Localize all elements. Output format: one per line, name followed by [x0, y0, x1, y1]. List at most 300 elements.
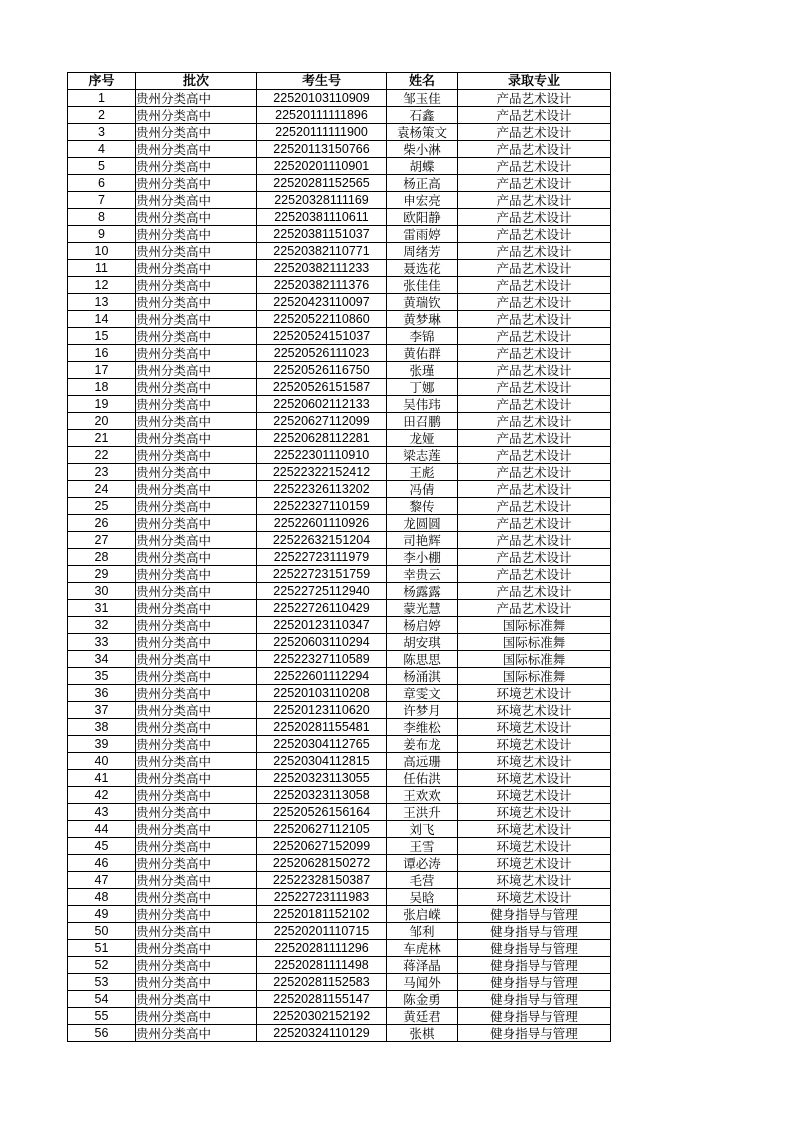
- cell-exam-number: 22520304112815: [257, 753, 387, 770]
- cell-batch: 贵州分类高中: [136, 532, 257, 549]
- cell-exam-number: 22520123110620: [257, 702, 387, 719]
- cell-major: 产品艺术设计: [458, 481, 611, 498]
- table-row: [68, 566, 611, 583]
- cell-exam-number: 22520201110901: [257, 158, 387, 175]
- cell-name: 毛营: [387, 872, 458, 889]
- cell-name: 欧阳静: [387, 209, 458, 226]
- cell-batch: 贵州分类高中: [136, 90, 257, 107]
- cell-exam-number: 22520281111296: [257, 940, 387, 957]
- cell-exam-number: 22520627152099: [257, 838, 387, 855]
- admission-table: [67, 72, 611, 1042]
- cell-major: 产品艺术设计: [458, 566, 611, 583]
- cell-exam-number: 22520123110347: [257, 617, 387, 634]
- table-row: [68, 158, 611, 175]
- cell-name: 张棋: [387, 1025, 458, 1042]
- cell-seq: 24: [68, 481, 136, 498]
- cell-exam-number: 22522726110429: [257, 600, 387, 617]
- table-row: [68, 770, 611, 787]
- cell-exam-number: 22520302152192: [257, 1008, 387, 1025]
- cell-major: 产品艺术设计: [458, 498, 611, 515]
- cell-name: 刘飞: [387, 821, 458, 838]
- cell-name: 陈金勇: [387, 991, 458, 1008]
- cell-major: 国际标准舞: [458, 634, 611, 651]
- cell-name: 杨启婷: [387, 617, 458, 634]
- cell-batch: 贵州分类高中: [136, 260, 257, 277]
- cell-seq: 30: [68, 583, 136, 600]
- table-row: [68, 107, 611, 124]
- cell-name: 袁杨策文: [387, 124, 458, 141]
- cell-seq: 47: [68, 872, 136, 889]
- table-row: [68, 1025, 611, 1042]
- cell-major: 产品艺术设计: [458, 260, 611, 277]
- table-row: [68, 277, 611, 294]
- cell-major: 健身指导与管理: [458, 940, 611, 957]
- cell-major: 产品艺术设计: [458, 379, 611, 396]
- cell-major: 产品艺术设计: [458, 515, 611, 532]
- cell-seq: 48: [68, 889, 136, 906]
- cell-batch: 贵州分类高中: [136, 515, 257, 532]
- cell-seq: 49: [68, 906, 136, 923]
- cell-batch: 贵州分类高中: [136, 226, 257, 243]
- table-row: [68, 447, 611, 464]
- cell-seq: 25: [68, 498, 136, 515]
- cell-seq: 39: [68, 736, 136, 753]
- table-row: [68, 668, 611, 685]
- cell-seq: 14: [68, 311, 136, 328]
- cell-name: 杨露露: [387, 583, 458, 600]
- cell-exam-number: 22522723151759: [257, 566, 387, 583]
- cell-major: 环境艺术设计: [458, 685, 611, 702]
- cell-seq: 35: [68, 668, 136, 685]
- cell-exam-number: 22520113150766: [257, 141, 387, 158]
- cell-exam-number: 22520103110909: [257, 90, 387, 107]
- table-row: [68, 464, 611, 481]
- cell-major: 环境艺术设计: [458, 821, 611, 838]
- cell-seq: 8: [68, 209, 136, 226]
- cell-name: 黄佑群: [387, 345, 458, 362]
- cell-seq: 6: [68, 175, 136, 192]
- cell-exam-number: 22520381151037: [257, 226, 387, 243]
- cell-batch: 贵州分类高中: [136, 209, 257, 226]
- cell-exam-number: 22520526151587: [257, 379, 387, 396]
- cell-name: 王雪: [387, 838, 458, 855]
- table-row: [68, 991, 611, 1008]
- cell-exam-number: 22520382110771: [257, 243, 387, 260]
- cell-name: 张瑾: [387, 362, 458, 379]
- cell-name: 姜布龙: [387, 736, 458, 753]
- cell-name: 王洪升: [387, 804, 458, 821]
- cell-batch: 贵州分类高中: [136, 175, 257, 192]
- cell-exam-number: 22520281152583: [257, 974, 387, 991]
- cell-major: 产品艺术设计: [458, 158, 611, 175]
- table-row: [68, 345, 611, 362]
- cell-exam-number: 22520328111169: [257, 192, 387, 209]
- cell-exam-number: 22520281111498: [257, 957, 387, 974]
- table-row: [68, 753, 611, 770]
- cell-name: 张佳佳: [387, 277, 458, 294]
- cell-batch: 贵州分类高中: [136, 617, 257, 634]
- cell-name: 张启嵘: [387, 906, 458, 923]
- cell-exam-number: 22520603110294: [257, 634, 387, 651]
- table-row: [68, 1008, 611, 1025]
- cell-seq: 17: [68, 362, 136, 379]
- cell-major: 健身指导与管理: [458, 906, 611, 923]
- cell-major: 环境艺术设计: [458, 719, 611, 736]
- cell-batch: 贵州分类高中: [136, 362, 257, 379]
- cell-seq: 52: [68, 957, 136, 974]
- cell-batch: 贵州分类高中: [136, 770, 257, 787]
- cell-batch: 贵州分类高中: [136, 872, 257, 889]
- cell-batch: 贵州分类高中: [136, 498, 257, 515]
- cell-name: 李维松: [387, 719, 458, 736]
- cell-major: 产品艺术设计: [458, 124, 611, 141]
- cell-major: 健身指导与管理: [458, 1025, 611, 1042]
- cell-seq: 33: [68, 634, 136, 651]
- cell-major: 环境艺术设计: [458, 804, 611, 821]
- cell-name: 谭必涛: [387, 855, 458, 872]
- cell-major: 健身指导与管理: [458, 991, 611, 1008]
- cell-exam-number: 22522723111983: [257, 889, 387, 906]
- cell-name: 梁志莲: [387, 447, 458, 464]
- cell-exam-number: 22522327110589: [257, 651, 387, 668]
- cell-name: 王欢欢: [387, 787, 458, 804]
- cell-major: 环境艺术设计: [458, 838, 611, 855]
- table-row: [68, 209, 611, 226]
- cell-exam-number: 22520423110097: [257, 294, 387, 311]
- cell-name: 蒋泽晶: [387, 957, 458, 974]
- cell-major: 产品艺术设计: [458, 464, 611, 481]
- cell-name: 杨涌淇: [387, 668, 458, 685]
- cell-seq: 4: [68, 141, 136, 158]
- cell-exam-number: 22520324110129: [257, 1025, 387, 1042]
- cell-name: 胡蝶: [387, 158, 458, 175]
- cell-seq: 20: [68, 413, 136, 430]
- cell-exam-number: 22520522110860: [257, 311, 387, 328]
- cell-batch: 贵州分类高中: [136, 702, 257, 719]
- cell-major: 产品艺术设计: [458, 277, 611, 294]
- cell-major: 产品艺术设计: [458, 294, 611, 311]
- cell-batch: 贵州分类高中: [136, 141, 257, 158]
- cell-exam-number: 22520281152565: [257, 175, 387, 192]
- cell-seq: 12: [68, 277, 136, 294]
- cell-exam-number: 22520323113058: [257, 787, 387, 804]
- cell-batch: 贵州分类高中: [136, 158, 257, 175]
- cell-batch: 贵州分类高中: [136, 940, 257, 957]
- cell-seq: 11: [68, 260, 136, 277]
- cell-exam-number: 22520526111023: [257, 345, 387, 362]
- cell-exam-number: 22522632151204: [257, 532, 387, 549]
- table-row: [68, 328, 611, 345]
- cell-seq: 29: [68, 566, 136, 583]
- table-row: [68, 141, 611, 158]
- cell-exam-number: 22520103110208: [257, 685, 387, 702]
- cell-name: 司艳辉: [387, 532, 458, 549]
- table-row: [68, 124, 611, 141]
- cell-exam-number: 22522326113202: [257, 481, 387, 498]
- cell-name: 黄瑞钦: [387, 294, 458, 311]
- cell-exam-number: 22522601112294: [257, 668, 387, 685]
- table-row: [68, 923, 611, 940]
- cell-name: 聂选花: [387, 260, 458, 277]
- cell-exam-number: 22520281155147: [257, 991, 387, 1008]
- cell-exam-number: 22520181152102: [257, 906, 387, 923]
- cell-seq: 1: [68, 90, 136, 107]
- cell-seq: 26: [68, 515, 136, 532]
- cell-batch: 贵州分类高中: [136, 413, 257, 430]
- cell-major: 产品艺术设计: [458, 226, 611, 243]
- cell-batch: 贵州分类高中: [136, 804, 257, 821]
- table-body: [68, 90, 611, 1042]
- table-row: [68, 872, 611, 889]
- cell-exam-number: 22520111111896: [257, 107, 387, 124]
- table-row: [68, 651, 611, 668]
- cell-name: 章雯文: [387, 685, 458, 702]
- cell-major: 产品艺术设计: [458, 447, 611, 464]
- cell-major: 产品艺术设计: [458, 413, 611, 430]
- cell-batch: 贵州分类高中: [136, 838, 257, 855]
- cell-batch: 贵州分类高中: [136, 294, 257, 311]
- cell-major: 健身指导与管理: [458, 974, 611, 991]
- cell-name: 田召鹏: [387, 413, 458, 430]
- header-batch: 批次: [136, 73, 257, 90]
- table-row: [68, 515, 611, 532]
- cell-name: 陈思思: [387, 651, 458, 668]
- cell-batch: 贵州分类高中: [136, 889, 257, 906]
- cell-name: 冯倩: [387, 481, 458, 498]
- cell-exam-number: 22520323113055: [257, 770, 387, 787]
- table-row: [68, 498, 611, 515]
- cell-seq: 41: [68, 770, 136, 787]
- cell-major: 环境艺术设计: [458, 889, 611, 906]
- table-row: [68, 583, 611, 600]
- cell-name: 石鑫: [387, 107, 458, 124]
- cell-seq: 38: [68, 719, 136, 736]
- cell-name: 柴小淋: [387, 141, 458, 158]
- cell-major: 产品艺术设计: [458, 90, 611, 107]
- cell-seq: 16: [68, 345, 136, 362]
- cell-major: 产品艺术设计: [458, 600, 611, 617]
- table-row: [68, 906, 611, 923]
- header-major: 录取专业: [458, 73, 611, 90]
- table-row: [68, 396, 611, 413]
- table-row: [68, 634, 611, 651]
- cell-batch: 贵州分类高中: [136, 923, 257, 940]
- cell-seq: 42: [68, 787, 136, 804]
- cell-name: 邹利: [387, 923, 458, 940]
- cell-batch: 贵州分类高中: [136, 345, 257, 362]
- header-seq: 序号: [68, 73, 136, 90]
- cell-exam-number: 22520628112281: [257, 430, 387, 447]
- cell-exam-number: 22520526156164: [257, 804, 387, 821]
- cell-seq: 7: [68, 192, 136, 209]
- cell-name: 雷雨婷: [387, 226, 458, 243]
- cell-seq: 51: [68, 940, 136, 957]
- cell-exam-number: 22520627112099: [257, 413, 387, 430]
- cell-major: 环境艺术设计: [458, 702, 611, 719]
- cell-batch: 贵州分类高中: [136, 855, 257, 872]
- cell-exam-number: 22520524151037: [257, 328, 387, 345]
- cell-batch: 贵州分类高中: [136, 277, 257, 294]
- cell-exam-number: 22522328150387: [257, 872, 387, 889]
- table-row: [68, 379, 611, 396]
- cell-seq: 21: [68, 430, 136, 447]
- cell-seq: 45: [68, 838, 136, 855]
- cell-batch: 贵州分类高中: [136, 1008, 257, 1025]
- cell-major: 环境艺术设计: [458, 770, 611, 787]
- cell-batch: 贵州分类高中: [136, 974, 257, 991]
- cell-batch: 贵州分类高中: [136, 991, 257, 1008]
- cell-major: 国际标准舞: [458, 651, 611, 668]
- table-row: [68, 736, 611, 753]
- table-row: [68, 617, 611, 634]
- cell-batch: 贵州分类高中: [136, 447, 257, 464]
- cell-batch: 贵州分类高中: [136, 906, 257, 923]
- cell-batch: 贵州分类高中: [136, 549, 257, 566]
- cell-exam-number: 22520602112133: [257, 396, 387, 413]
- table-row: [68, 192, 611, 209]
- cell-seq: 23: [68, 464, 136, 481]
- cell-seq: 32: [68, 617, 136, 634]
- cell-seq: 28: [68, 549, 136, 566]
- cell-batch: 贵州分类高中: [136, 651, 257, 668]
- cell-major: 环境艺术设计: [458, 855, 611, 872]
- cell-seq: 5: [68, 158, 136, 175]
- cell-batch: 贵州分类高中: [136, 566, 257, 583]
- cell-seq: 44: [68, 821, 136, 838]
- cell-major: 国际标准舞: [458, 668, 611, 685]
- cell-seq: 31: [68, 600, 136, 617]
- cell-batch: 贵州分类高中: [136, 821, 257, 838]
- cell-batch: 贵州分类高中: [136, 396, 257, 413]
- cell-seq: 36: [68, 685, 136, 702]
- cell-batch: 贵州分类高中: [136, 124, 257, 141]
- cell-name: 高远珊: [387, 753, 458, 770]
- table-row: [68, 889, 611, 906]
- table-row: [68, 821, 611, 838]
- cell-name: 许梦月: [387, 702, 458, 719]
- cell-batch: 贵州分类高中: [136, 668, 257, 685]
- cell-batch: 贵州分类高中: [136, 719, 257, 736]
- cell-name: 周绪芳: [387, 243, 458, 260]
- cell-seq: 27: [68, 532, 136, 549]
- table-row: [68, 600, 611, 617]
- cell-major: 产品艺术设计: [458, 209, 611, 226]
- cell-seq: 18: [68, 379, 136, 396]
- cell-batch: 贵州分类高中: [136, 957, 257, 974]
- cell-name: 申宏亮: [387, 192, 458, 209]
- cell-exam-number: 22522327110159: [257, 498, 387, 515]
- table-row: [68, 804, 611, 821]
- cell-exam-number: 22520382111233: [257, 260, 387, 277]
- cell-name: 龙圆圆: [387, 515, 458, 532]
- table-header-row: [68, 73, 611, 90]
- cell-name: 幸贵云: [387, 566, 458, 583]
- cell-major: 产品艺术设计: [458, 396, 611, 413]
- cell-major: 环境艺术设计: [458, 787, 611, 804]
- table-row: [68, 294, 611, 311]
- cell-seq: 2: [68, 107, 136, 124]
- table-row: [68, 430, 611, 447]
- cell-batch: 贵州分类高中: [136, 481, 257, 498]
- cell-seq: 10: [68, 243, 136, 260]
- cell-major: 健身指导与管理: [458, 957, 611, 974]
- cell-major: 产品艺术设计: [458, 311, 611, 328]
- cell-name: 吴伟玮: [387, 396, 458, 413]
- cell-name: 李锦: [387, 328, 458, 345]
- cell-seq: 53: [68, 974, 136, 991]
- cell-seq: 19: [68, 396, 136, 413]
- cell-seq: 55: [68, 1008, 136, 1025]
- cell-batch: 贵州分类高中: [136, 787, 257, 804]
- cell-major: 产品艺术设计: [458, 175, 611, 192]
- cell-major: 环境艺术设计: [458, 872, 611, 889]
- table-row: [68, 838, 611, 855]
- table-row: [68, 787, 611, 804]
- table-row: [68, 974, 611, 991]
- table-row: [68, 685, 611, 702]
- cell-major: 环境艺术设计: [458, 753, 611, 770]
- cell-exam-number: 22520201110715: [257, 923, 387, 940]
- cell-major: 环境艺术设计: [458, 736, 611, 753]
- cell-batch: 贵州分类高中: [136, 107, 257, 124]
- cell-major: 产品艺术设计: [458, 362, 611, 379]
- cell-major: 产品艺术设计: [458, 549, 611, 566]
- cell-seq: 34: [68, 651, 136, 668]
- cell-batch: 贵州分类高中: [136, 192, 257, 209]
- cell-exam-number: 22520628150272: [257, 855, 387, 872]
- cell-exam-number: 22522322152412: [257, 464, 387, 481]
- cell-name: 马闻外: [387, 974, 458, 991]
- cell-major: 产品艺术设计: [458, 430, 611, 447]
- cell-exam-number: 22522723111979: [257, 549, 387, 566]
- table-row: [68, 90, 611, 107]
- cell-major: 产品艺术设计: [458, 192, 611, 209]
- cell-name: 丁娜: [387, 379, 458, 396]
- cell-batch: 贵州分类高中: [136, 243, 257, 260]
- cell-seq: 46: [68, 855, 136, 872]
- table-row: [68, 311, 611, 328]
- cell-major: 健身指导与管理: [458, 1008, 611, 1025]
- cell-exam-number: 22520381110611: [257, 209, 387, 226]
- table-row: [68, 702, 611, 719]
- cell-batch: 贵州分类高中: [136, 600, 257, 617]
- cell-seq: 37: [68, 702, 136, 719]
- cell-major: 产品艺术设计: [458, 532, 611, 549]
- cell-exam-number: 22522601110926: [257, 515, 387, 532]
- cell-seq: 50: [68, 923, 136, 940]
- cell-batch: 贵州分类高中: [136, 685, 257, 702]
- cell-name: 黄梦琳: [387, 311, 458, 328]
- cell-major: 产品艺术设计: [458, 141, 611, 158]
- table-row: [68, 957, 611, 974]
- cell-exam-number: 22520627112105: [257, 821, 387, 838]
- cell-major: 产品艺术设计: [458, 328, 611, 345]
- cell-seq: 15: [68, 328, 136, 345]
- cell-name: 车虎林: [387, 940, 458, 957]
- cell-name: 任佑洪: [387, 770, 458, 787]
- cell-exam-number: 22522725112940: [257, 583, 387, 600]
- cell-batch: 贵州分类高中: [136, 753, 257, 770]
- header-name: 姓名: [387, 73, 458, 90]
- cell-seq: 3: [68, 124, 136, 141]
- cell-name: 龙娅: [387, 430, 458, 447]
- cell-exam-number: 22520304112765: [257, 736, 387, 753]
- cell-major: 产品艺术设计: [458, 345, 611, 362]
- cell-major: 产品艺术设计: [458, 243, 611, 260]
- cell-batch: 贵州分类高中: [136, 1025, 257, 1042]
- cell-major: 产品艺术设计: [458, 107, 611, 124]
- table-row: [68, 481, 611, 498]
